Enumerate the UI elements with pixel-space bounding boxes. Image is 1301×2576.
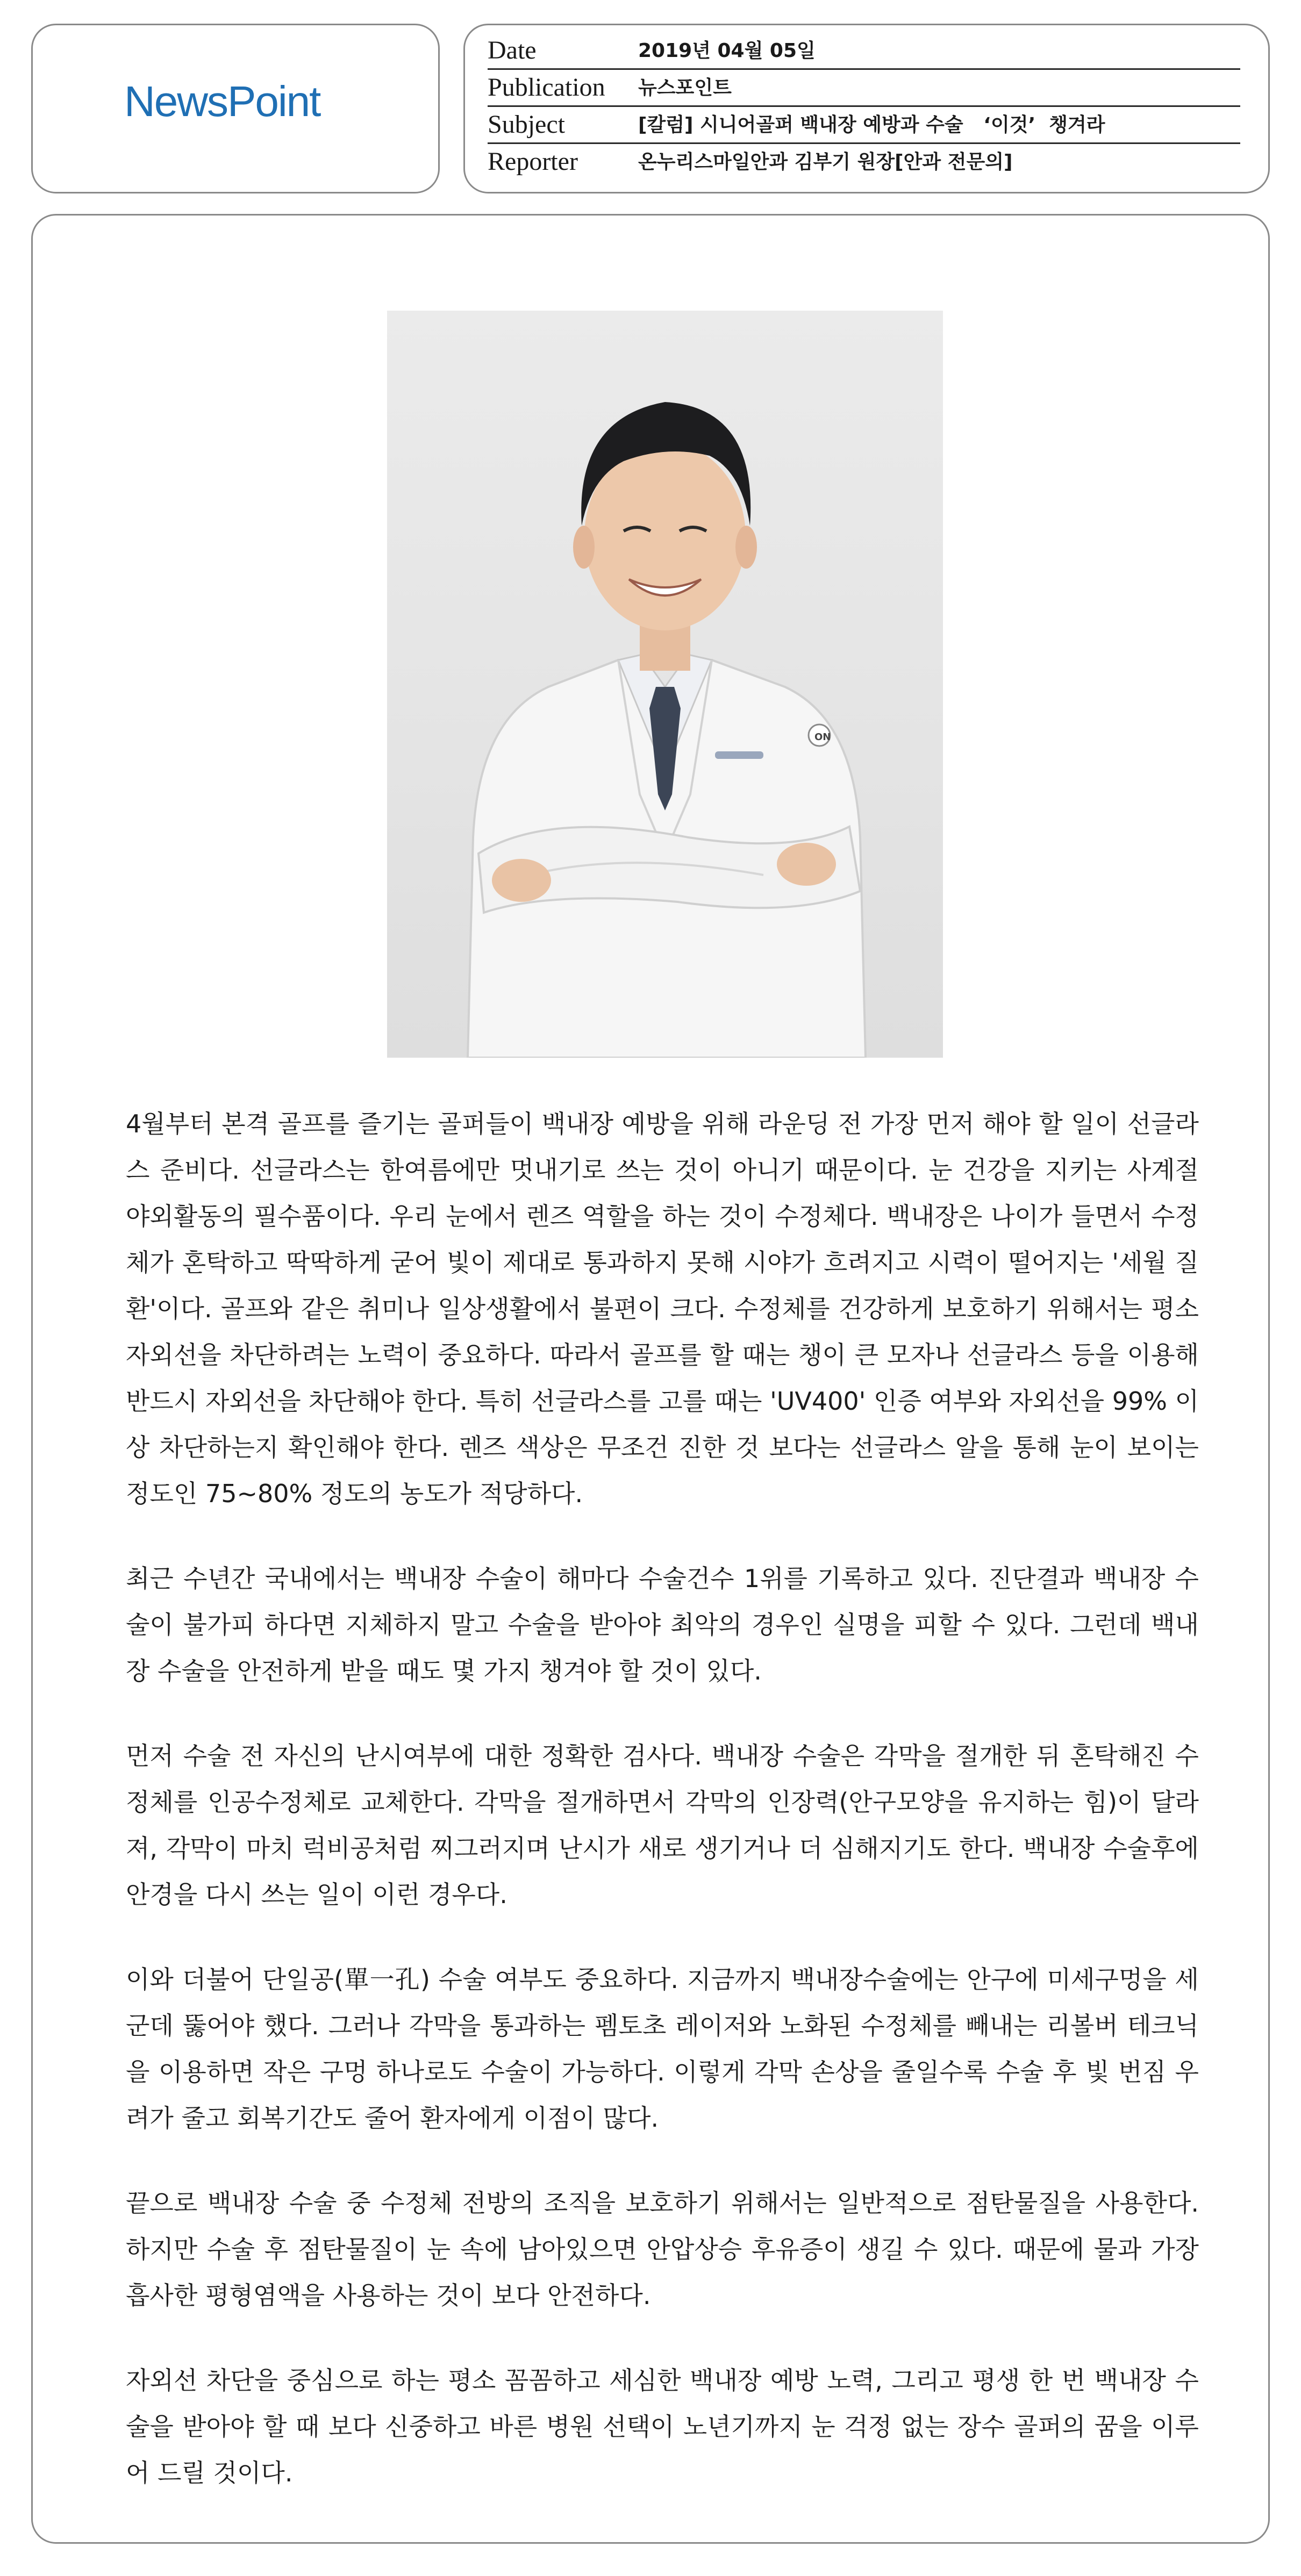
article-paragraph: 끝으로 백내장 수술 중 수정체 전방의 조직을 보호하기 위해서는 일반적으로 점탄물질을 사용한다. 하지만 수술 후 점탄물질이 눈 속에 남아있으면 안압상승 후유증이 생길 수 있다. 때문에 물과 가장 흡사한 평형염액을 사용하는 것이 보다 안전하다. [126,2188,1199,2310]
article-paragraph: 이와 더불어 단일공(單一孔) 수술 여부도 중요하다. 지금까지 백내장수술에는 안구에 미세구멍을 세 군데 뚫어야 했다. 그러나 각막을 통과하는 펨토초 레이저와 노화된 수정체를 빼내는 리볼버 테크닉을 이용하면 작은 구멍 하나로도 수술이 가능하다. 이렇게 각막 손상을 줄일수록 수술 후 빛 번짐 우려가 줄고 회복기간도 줄어 환자에게 이점이 많다. [126,1965,1199,2133]
meta-label: Date [488,36,537,64]
article-body [126,1101,1199,2535]
meta-label: Reporter [488,147,578,176]
meta-value: 뉴스포인트 [638,77,732,99]
coat-badge-text: ON [814,731,831,743]
logo-panel [31,24,440,193]
meta-row-subject [488,107,1240,144]
meta-value: 온누리스마일안과 김부기 원장[안과 전문의] [638,151,1013,173]
meta-row-date [488,33,1240,70]
meta-label: Publication [488,73,605,102]
article-paragraph: 최근 수년간 국내에서는 백내장 수술이 해마다 수술건수 1위를 기록하고 있다. 진단결과 백내장 수술이 불가피 하다면 지체하지 말고 수술을 받아야 최악의 경우인 실명을 피할 수 있다. 그런데 백내장 수술을 안전하게 받을 때도 몇 가지 챙겨야 할 것이 있다. [126,1564,1199,1685]
meta-row-publication [488,70,1240,107]
article-paragraph: 자외선 차단을 중심으로 하는 평소 꼼꼼하고 세심한 백내장 예방 노력, 그리고 평생 한 번 백내장 수술을 받아야 할 때 보다 신중하고 바른 병원 선택이 노년기까지 눈 걱정 없는 장수 골퍼의 꿈을 이루어 드릴 것이다. [126,2366,1199,2487]
doctor-portrait-illustration [387,311,943,1058]
article-paragraph: 4월부터 본격 골프를 즐기는 골퍼들이 백내장 예방을 위해 라운딩 전 가장 먼저 해야 할 일이 선글라스 준비다. 선글라스는 한여름에만 멋내기로 쓰는 것이 아니기 때문이다. 눈 건강을 지키는 사계절 야외활동의 필수품이다. 우리 눈에서 렌즈 역할을 하는 것이 수정체다. 백내장은 나이가 들면서 수정체가 혼탁하고 딱딱하게 굳어 빛이 제대로 통과하지 못해 시야가 흐려지고 시력이 떨어지는 '세월 질환'이다. 골프와 같은 취미나 일상생활에서 불편이 크다. 수정체를 건강하게 보호하기 위해서는 평소 자외선을 차단하려는 노력이 중요하다. 따라서 골프를 할 때는 챙이 큰 모자나 선글라스 등을 이용해 반드시 자외선을 차단해야 한다. 특히 선글라스를 고를 때는 'UV400' 인증 여부와 자외선을 99% 이상 차단하는지 확인해야 한다. 렌즈 색상은 무조건 진한 것 보다는 선글라스 알을 통해 눈이 보이는 정도인 75~80% 정도의 농도가 적당하다. [126,1109,1199,1508]
doctor-portrait-photo [387,311,943,1058]
meta-label: Subject [488,110,565,139]
meta-value: 2019년 04월 05일 [638,40,816,62]
meta-value: [칼럼] 시니어골퍼 백내장 예방과 수술 ‘이것’ 챙겨라 [638,114,1105,136]
newspoint-logo: NewsPoint [124,77,320,125]
article-meta-panel [463,24,1270,193]
article-paragraph: 먼저 수술 전 자신의 난시여부에 대한 정확한 검사다. 백내장 수술은 각막을 절개한 뒤 혼탁해진 수정체를 인공수정체로 교체한다. 각막을 절개하면서 각막의 인장력(안구모양을 유지하는 힘)이 달라져, 각막이 마치 럭비공처럼 찌그러지며 난시가 새로 생기거나 더 심해지기도 한다. 백내장 수술후에 안경을 다시 쓰는 일이 이런 경우다. [126,1741,1199,1909]
meta-row-reporter [488,144,1240,180]
